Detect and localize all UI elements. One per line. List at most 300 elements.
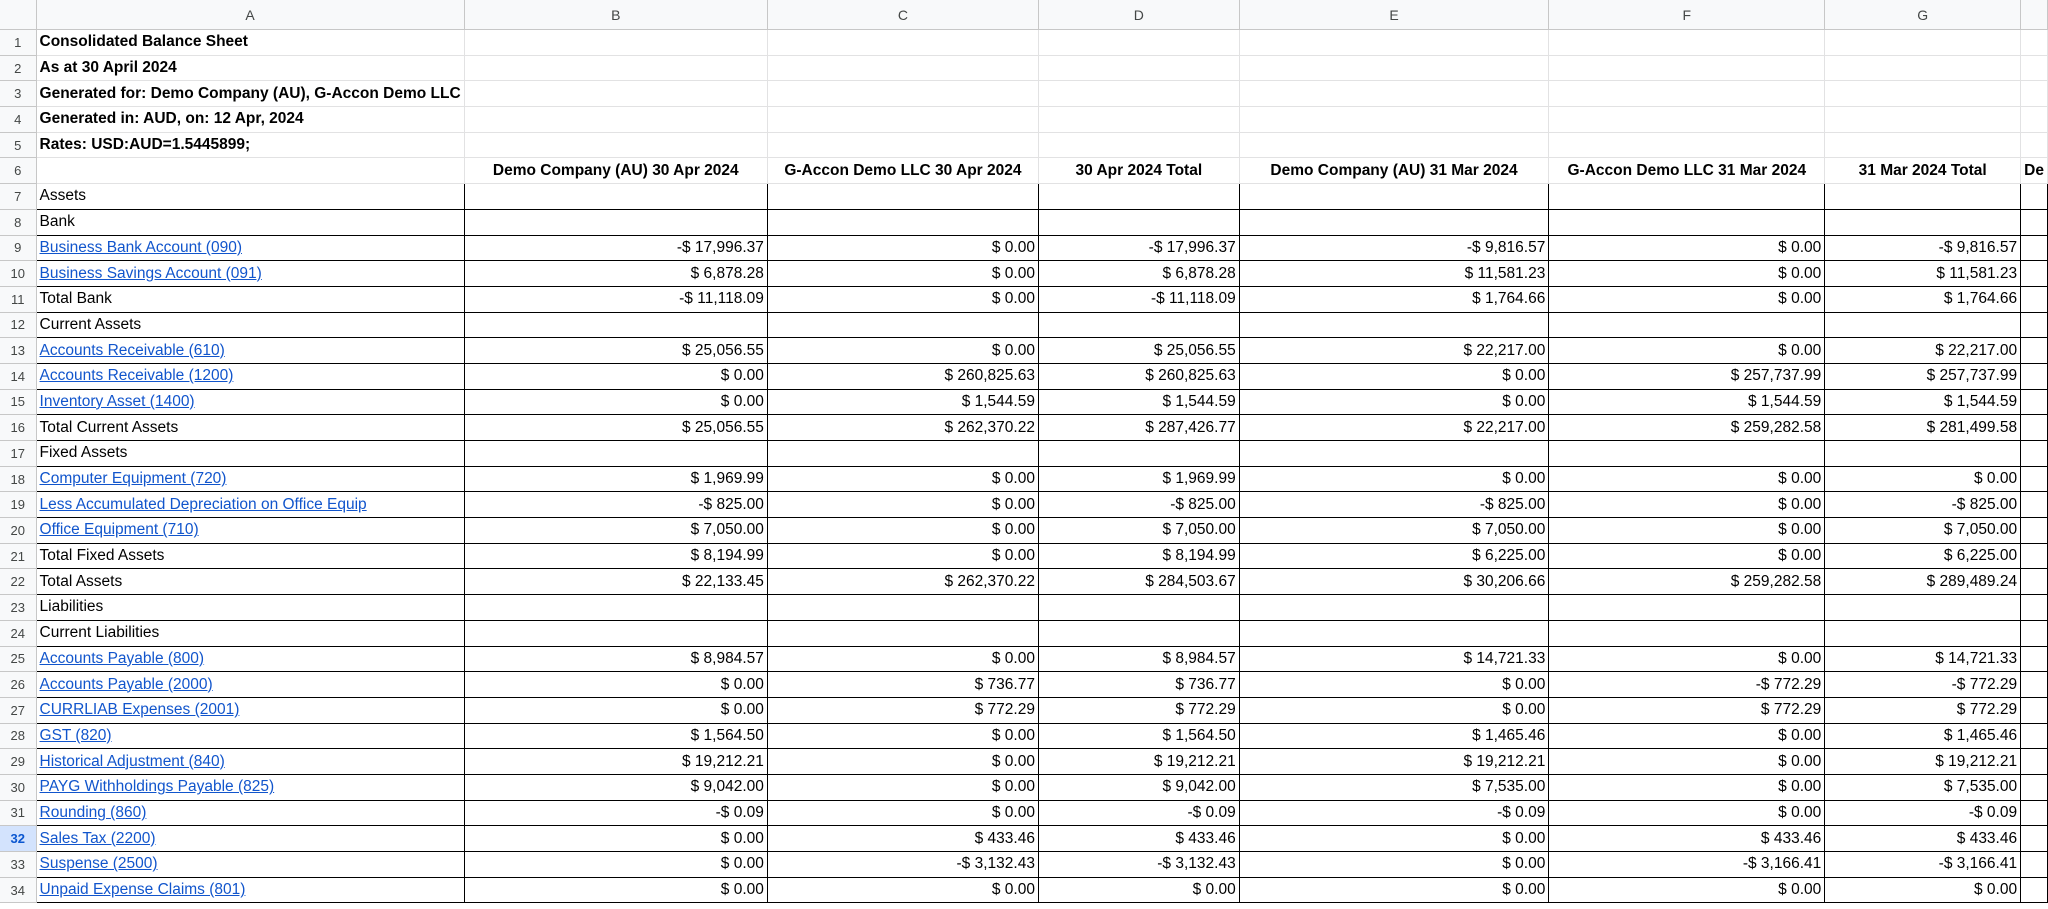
amount-cell-c[interactable]: $ 0.00 [767,338,1038,364]
empty-cell[interactable] [2021,800,2048,826]
section-label-cell[interactable]: Bank [36,209,464,235]
empty-cell[interactable] [2021,30,2048,56]
row-header-18[interactable]: 18 [0,466,36,492]
amount-cell-g[interactable]: $ 257,737.99 [1825,363,2021,389]
amount-cell-b[interactable]: $ 0.00 [464,697,767,723]
amount-cell-f[interactable]: $ 772.29 [1549,697,1825,723]
row-header-24[interactable]: 24 [0,620,36,646]
row-header-15[interactable]: 15 [0,389,36,415]
amount-cell-b[interactable]: $ 19,212.21 [464,749,767,775]
account-link[interactable]: Business Savings Account (091) [39,264,262,282]
amount-cell-c[interactable]: $ 262,370.22 [767,415,1038,441]
amount-cell-d[interactable]: $ 1,969.99 [1038,466,1239,492]
amount-cell-d[interactable]: $ 736.77 [1038,672,1239,698]
amount-cell-d[interactable]: -$ 17,996.37 [1038,235,1239,261]
amount-cell-b[interactable]: $ 0.00 [464,363,767,389]
empty-cell[interactable] [1825,107,2021,133]
empty-cell[interactable] [2021,312,2048,338]
empty-cell[interactable] [1038,55,1239,81]
amount-cell-e[interactable]: -$ 9,816.57 [1239,235,1549,261]
empty-cell[interactable] [767,132,1038,158]
empty-cell[interactable] [2021,697,2048,723]
account-link[interactable]: Rounding (860) [39,803,147,821]
report-title-cell[interactable]: Consolidated Balance Sheet [36,30,464,56]
amount-cell-b[interactable]: $ 0.00 [464,877,767,903]
column-title-d[interactable]: 30 Apr 2024 Total [1038,158,1239,184]
account-link[interactable]: Historical Adjustment (840) [39,752,225,770]
amount-cell-d[interactable]: $ 8,194.99 [1038,543,1239,569]
account-label-cell[interactable] [36,363,464,389]
row-header-33[interactable]: 33 [0,852,36,878]
account-label-cell[interactable] [36,466,464,492]
empty-cell[interactable] [1825,30,2021,56]
empty-cell[interactable] [464,184,767,210]
column-title-b[interactable]: Demo Company (AU) 30 Apr 2024 [464,158,767,184]
amount-cell-d[interactable]: $ 287,426.77 [1038,415,1239,441]
empty-cell[interactable] [767,55,1038,81]
empty-cell[interactable] [2021,466,2048,492]
amount-cell-d[interactable]: -$ 11,118.09 [1038,286,1239,312]
amount-cell-g[interactable]: $ 0.00 [1825,466,2021,492]
empty-cell[interactable] [1239,184,1549,210]
empty-cell[interactable] [2021,389,2048,415]
row-header-17[interactable]: 17 [0,441,36,467]
empty-cell[interactable] [1549,312,1825,338]
empty-cell[interactable] [464,132,767,158]
row-header-16[interactable]: 16 [0,415,36,441]
amount-cell-e[interactable]: $ 0.00 [1239,363,1549,389]
column-header-a[interactable]: A [36,0,464,30]
account-link[interactable]: Accounts Receivable (1200) [39,367,234,385]
empty-cell[interactable] [1549,30,1825,56]
amount-cell-d[interactable]: $ 0.00 [1038,877,1239,903]
account-link[interactable]: Less Accumulated Depreciation on Office Equip [39,495,367,513]
section-label-cell[interactable]: Fixed Assets [36,441,464,467]
empty-cell[interactable] [767,312,1038,338]
report-title-cell[interactable]: Rates: USD:AUD=1.5445899; [36,132,464,158]
amount-cell-e[interactable]: $ 7,535.00 [1239,774,1549,800]
empty-cell[interactable] [1239,209,1549,235]
amount-cell-e[interactable]: $ 0.00 [1239,697,1549,723]
row-header-22[interactable]: 22 [0,569,36,595]
amount-cell-e[interactable]: $ 11,581.23 [1239,261,1549,287]
report-title-cell[interactable]: Generated in: AUD, on: 12 Apr, 2024 [36,107,464,133]
amount-cell-g[interactable]: -$ 772.29 [1825,672,2021,698]
column-header-e[interactable]: E [1239,0,1549,30]
empty-cell[interactable] [2021,620,2048,646]
empty-cell[interactable] [1549,441,1825,467]
amount-cell-f[interactable]: $ 0.00 [1549,723,1825,749]
account-label-cell[interactable] [36,518,464,544]
amount-cell-d[interactable]: $ 260,825.63 [1038,363,1239,389]
amount-cell-d[interactable]: $ 9,042.00 [1038,774,1239,800]
empty-cell[interactable] [2021,877,2048,903]
row-header-23[interactable]: 23 [0,595,36,621]
empty-cell[interactable] [1038,184,1239,210]
empty-cell[interactable] [1549,107,1825,133]
account-label-cell[interactable]: Total Assets [36,569,464,595]
empty-cell[interactable] [1239,30,1549,56]
empty-cell[interactable] [2021,852,2048,878]
row-header-20[interactable]: 20 [0,518,36,544]
account-link[interactable]: Suspense (2500) [39,855,158,873]
account-label-cell[interactable]: Total Fixed Assets [36,543,464,569]
amount-cell-g[interactable]: $ 772.29 [1825,697,2021,723]
amount-cell-f[interactable]: $ 0.00 [1549,646,1825,672]
empty-cell[interactable] [2021,55,2048,81]
amount-cell-f[interactable]: $ 0.00 [1549,286,1825,312]
empty-cell[interactable] [2021,441,2048,467]
amount-cell-d[interactable]: $ 772.29 [1038,697,1239,723]
amount-cell-d[interactable]: -$ 3,132.43 [1038,852,1239,878]
section-label-cell[interactable]: Current Assets [36,312,464,338]
empty-cell[interactable] [464,107,767,133]
account-link[interactable]: Unpaid Expense Claims (801) [39,881,246,899]
empty-cell[interactable] [1549,595,1825,621]
account-label-cell[interactable] [36,389,464,415]
empty-cell[interactable] [2021,543,2048,569]
column-title-h[interactable]: De [2021,158,2048,184]
amount-cell-b[interactable]: -$ 17,996.37 [464,235,767,261]
account-label-cell[interactable] [36,492,464,518]
amount-cell-g[interactable]: $ 11,581.23 [1825,261,2021,287]
amount-cell-g[interactable]: -$ 3,166.41 [1825,852,2021,878]
amount-cell-b[interactable]: $ 7,050.00 [464,518,767,544]
amount-cell-b[interactable]: $ 9,042.00 [464,774,767,800]
amount-cell-e[interactable]: $ 14,721.33 [1239,646,1549,672]
amount-cell-f[interactable]: $ 0.00 [1549,877,1825,903]
amount-cell-c[interactable]: $ 0.00 [767,723,1038,749]
empty-cell[interactable] [767,107,1038,133]
column-header-b[interactable]: B [464,0,767,30]
amount-cell-e[interactable]: $ 0.00 [1239,852,1549,878]
row-header-27[interactable]: 27 [0,697,36,723]
account-label-cell[interactable] [36,261,464,287]
empty-cell[interactable] [1825,620,2021,646]
amount-cell-c[interactable]: $ 772.29 [767,697,1038,723]
row-header-29[interactable]: 29 [0,749,36,775]
empty-cell[interactable] [2021,338,2048,364]
section-label-cell[interactable]: Liabilities [36,595,464,621]
amount-cell-e[interactable]: $ 0.00 [1239,877,1549,903]
empty-cell[interactable] [1549,620,1825,646]
empty-cell[interactable] [1038,132,1239,158]
amount-cell-d[interactable]: -$ 0.09 [1038,800,1239,826]
amount-cell-g[interactable]: $ 0.00 [1825,877,2021,903]
row-header-8[interactable]: 8 [0,209,36,235]
column-header-c[interactable]: C [767,0,1038,30]
empty-cell[interactable] [1825,55,2021,81]
row-header-14[interactable]: 14 [0,363,36,389]
amount-cell-d[interactable]: $ 7,050.00 [1038,518,1239,544]
amount-cell-f[interactable]: $ 1,544.59 [1549,389,1825,415]
empty-cell[interactable] [2021,672,2048,698]
amount-cell-g[interactable]: $ 1,544.59 [1825,389,2021,415]
empty-cell[interactable] [2021,595,2048,621]
empty-cell[interactable] [1549,209,1825,235]
row-header-1[interactable]: 1 [0,30,36,56]
empty-cell[interactable] [1239,81,1549,107]
amount-cell-d[interactable]: $ 433.46 [1038,826,1239,852]
empty-cell[interactable] [1038,620,1239,646]
empty-cell[interactable] [2021,107,2048,133]
report-title-cell[interactable]: As at 30 April 2024 [36,55,464,81]
account-label-cell[interactable] [36,800,464,826]
amount-cell-e[interactable]: -$ 0.09 [1239,800,1549,826]
account-label-cell[interactable] [36,338,464,364]
empty-cell[interactable] [1038,30,1239,56]
account-link[interactable]: CURRLIAB Expenses (2001) [39,701,240,719]
account-label-cell[interactable] [36,877,464,903]
amount-cell-c[interactable]: $ 0.00 [767,466,1038,492]
amount-cell-c[interactable]: $ 262,370.22 [767,569,1038,595]
account-label-cell[interactable] [36,826,464,852]
amount-cell-e[interactable]: $ 7,050.00 [1239,518,1549,544]
account-link[interactable]: Accounts Receivable (610) [39,341,225,359]
amount-cell-d[interactable]: $ 1,544.59 [1038,389,1239,415]
empty-cell[interactable] [464,595,767,621]
amount-cell-c[interactable]: $ 260,825.63 [767,363,1038,389]
empty-cell[interactable] [1825,132,2021,158]
empty-cell[interactable] [1825,209,2021,235]
row-header-6[interactable]: 6 [0,158,36,184]
empty-cell[interactable] [767,30,1038,56]
empty-cell[interactable] [1549,81,1825,107]
column-title-c[interactable]: G-Accon Demo LLC 30 Apr 2024 [767,158,1038,184]
row-header-2[interactable]: 2 [0,55,36,81]
empty-cell[interactable] [2021,826,2048,852]
amount-cell-f[interactable]: $ 0.00 [1549,749,1825,775]
empty-cell[interactable] [2021,415,2048,441]
amount-cell-b[interactable]: $ 6,878.28 [464,261,767,287]
column-header-d[interactable]: D [1038,0,1239,30]
amount-cell-d[interactable]: $ 8,984.57 [1038,646,1239,672]
amount-cell-c[interactable]: $ 0.00 [767,518,1038,544]
empty-cell[interactable] [464,312,767,338]
account-link[interactable]: Computer Equipment (720) [39,470,227,488]
amount-cell-c[interactable]: -$ 3,132.43 [767,852,1038,878]
amount-cell-e[interactable]: $ 1,764.66 [1239,286,1549,312]
empty-cell[interactable] [464,620,767,646]
amount-cell-c[interactable]: $ 0.00 [767,646,1038,672]
amount-cell-c[interactable]: $ 0.00 [767,286,1038,312]
empty-cell[interactable] [2021,261,2048,287]
account-link[interactable]: PAYG Withholdings Payable (825) [39,778,275,796]
empty-cell[interactable] [1549,184,1825,210]
amount-cell-c[interactable]: $ 0.00 [767,749,1038,775]
empty-cell[interactable] [464,55,767,81]
amount-cell-f[interactable]: $ 0.00 [1549,543,1825,569]
amount-cell-g[interactable]: $ 1,764.66 [1825,286,2021,312]
amount-cell-f[interactable]: $ 259,282.58 [1549,415,1825,441]
empty-cell[interactable] [1038,441,1239,467]
amount-cell-g[interactable]: $ 7,535.00 [1825,774,2021,800]
amount-cell-e[interactable]: $ 0.00 [1239,389,1549,415]
empty-cell[interactable] [767,595,1038,621]
section-label-cell[interactable]: Current Liabilities [36,620,464,646]
account-link[interactable]: Sales Tax (2200) [39,829,156,847]
amount-cell-b[interactable]: -$ 825.00 [464,492,767,518]
amount-cell-g[interactable]: $ 289,489.24 [1825,569,2021,595]
amount-cell-b[interactable]: $ 8,194.99 [464,543,767,569]
empty-cell[interactable] [1549,132,1825,158]
account-label-cell[interactable] [36,672,464,698]
empty-cell[interactable] [36,158,464,184]
row-header-31[interactable]: 31 [0,800,36,826]
amount-cell-g[interactable]: $ 6,225.00 [1825,543,2021,569]
amount-cell-e[interactable]: $ 1,465.46 [1239,723,1549,749]
amount-cell-c[interactable]: $ 0.00 [767,261,1038,287]
column-header-h[interactable] [2021,0,2048,30]
amount-cell-e[interactable]: $ 19,212.21 [1239,749,1549,775]
empty-cell[interactable] [2021,723,2048,749]
amount-cell-e[interactable]: $ 6,225.00 [1239,543,1549,569]
empty-cell[interactable] [2021,209,2048,235]
account-link[interactable]: Office Equipment (710) [39,521,199,539]
empty-cell[interactable] [2021,132,2048,158]
account-label-cell[interactable] [36,723,464,749]
account-link[interactable]: Business Bank Account (090) [39,238,242,256]
row-header-12[interactable]: 12 [0,312,36,338]
empty-cell[interactable] [2021,286,2048,312]
account-label-cell[interactable] [36,774,464,800]
amount-cell-b[interactable]: $ 1,969.99 [464,466,767,492]
empty-cell[interactable] [767,620,1038,646]
amount-cell-b[interactable]: $ 22,133.45 [464,569,767,595]
amount-cell-e[interactable]: $ 22,217.00 [1239,415,1549,441]
amount-cell-b[interactable]: $ 1,564.50 [464,723,767,749]
amount-cell-d[interactable]: $ 284,503.67 [1038,569,1239,595]
empty-cell[interactable] [767,184,1038,210]
amount-cell-c[interactable]: $ 0.00 [767,877,1038,903]
empty-cell[interactable] [1239,595,1549,621]
amount-cell-f[interactable]: $ 0.00 [1549,235,1825,261]
account-link[interactable]: Accounts Payable (2000) [39,675,213,693]
row-header-5[interactable]: 5 [0,132,36,158]
amount-cell-b[interactable]: $ 0.00 [464,826,767,852]
amount-cell-g[interactable]: $ 281,499.58 [1825,415,2021,441]
row-header-13[interactable]: 13 [0,338,36,364]
row-header-21[interactable]: 21 [0,543,36,569]
empty-cell[interactable] [767,209,1038,235]
empty-cell[interactable] [1038,107,1239,133]
amount-cell-c[interactable]: $ 736.77 [767,672,1038,698]
amount-cell-b[interactable]: -$ 11,118.09 [464,286,767,312]
amount-cell-f[interactable]: $ 0.00 [1549,338,1825,364]
section-label-cell[interactable]: Assets [36,184,464,210]
account-label-cell[interactable]: Total Current Assets [36,415,464,441]
row-header-32[interactable]: 32 [0,826,36,852]
column-header-f[interactable]: F [1549,0,1825,30]
amount-cell-b[interactable]: -$ 0.09 [464,800,767,826]
column-title-g[interactable]: 31 Mar 2024 Total [1825,158,2021,184]
amount-cell-f[interactable]: $ 433.46 [1549,826,1825,852]
amount-cell-d[interactable]: $ 6,878.28 [1038,261,1239,287]
amount-cell-f[interactable]: $ 0.00 [1549,800,1825,826]
amount-cell-g[interactable]: $ 7,050.00 [1825,518,2021,544]
amount-cell-g[interactable]: $ 1,465.46 [1825,723,2021,749]
column-title-e[interactable]: Demo Company (AU) 31 Mar 2024 [1239,158,1549,184]
amount-cell-g[interactable]: $ 22,217.00 [1825,338,2021,364]
account-label-cell[interactable]: Total Bank [36,286,464,312]
row-header-10[interactable]: 10 [0,261,36,287]
empty-cell[interactable] [1038,595,1239,621]
empty-cell[interactable] [1825,595,2021,621]
amount-cell-b[interactable]: $ 0.00 [464,389,767,415]
amount-cell-f[interactable]: $ 257,737.99 [1549,363,1825,389]
account-label-cell[interactable] [36,697,464,723]
empty-cell[interactable] [464,81,767,107]
amount-cell-d[interactable]: -$ 825.00 [1038,492,1239,518]
amount-cell-e[interactable]: $ 0.00 [1239,826,1549,852]
amount-cell-e[interactable]: $ 30,206.66 [1239,569,1549,595]
account-label-cell[interactable] [36,235,464,261]
column-title-f[interactable]: G-Accon Demo LLC 31 Mar 2024 [1549,158,1825,184]
row-header-4[interactable]: 4 [0,107,36,133]
empty-cell[interactable] [1038,312,1239,338]
empty-cell[interactable] [1239,441,1549,467]
empty-cell[interactable] [767,441,1038,467]
empty-cell[interactable] [1825,441,2021,467]
row-header-26[interactable]: 26 [0,672,36,698]
empty-cell[interactable] [1825,184,2021,210]
amount-cell-b[interactable]: $ 8,984.57 [464,646,767,672]
account-label-cell[interactable] [36,749,464,775]
empty-cell[interactable] [2021,774,2048,800]
amount-cell-g[interactable]: $ 433.46 [1825,826,2021,852]
empty-cell[interactable] [1038,81,1239,107]
amount-cell-b[interactable]: $ 0.00 [464,672,767,698]
empty-cell[interactable] [767,81,1038,107]
amount-cell-g[interactable]: -$ 0.09 [1825,800,2021,826]
amount-cell-c[interactable]: $ 0.00 [767,543,1038,569]
empty-cell[interactable] [2021,749,2048,775]
account-label-cell[interactable] [36,646,464,672]
amount-cell-b[interactable]: $ 0.00 [464,852,767,878]
amount-cell-c[interactable]: $ 0.00 [767,774,1038,800]
empty-cell[interactable] [1038,209,1239,235]
row-header-34[interactable]: 34 [0,877,36,903]
select-all-corner[interactable] [0,0,36,30]
empty-cell[interactable] [1239,107,1549,133]
amount-cell-b[interactable]: $ 25,056.55 [464,415,767,441]
amount-cell-c[interactable]: $ 0.00 [767,492,1038,518]
empty-cell[interactable] [464,209,767,235]
amount-cell-d[interactable]: $ 25,056.55 [1038,338,1239,364]
empty-cell[interactable] [2021,569,2048,595]
amount-cell-c[interactable]: $ 1,544.59 [767,389,1038,415]
amount-cell-c[interactable]: $ 0.00 [767,235,1038,261]
account-label-cell[interactable] [36,852,464,878]
empty-cell[interactable] [1239,55,1549,81]
amount-cell-f[interactable]: $ 0.00 [1549,466,1825,492]
account-link[interactable]: Inventory Asset (1400) [39,392,195,410]
amount-cell-g[interactable]: $ 19,212.21 [1825,749,2021,775]
amount-cell-e[interactable]: $ 0.00 [1239,672,1549,698]
empty-cell[interactable] [1825,312,2021,338]
account-link[interactable]: GST (820) [39,726,112,744]
empty-cell[interactable] [1239,620,1549,646]
amount-cell-e[interactable]: $ 22,217.00 [1239,338,1549,364]
row-header-28[interactable]: 28 [0,723,36,749]
empty-cell[interactable] [2021,81,2048,107]
row-header-25[interactable]: 25 [0,646,36,672]
empty-cell[interactable] [1825,81,2021,107]
amount-cell-f[interactable]: $ 0.00 [1549,518,1825,544]
empty-cell[interactable] [1239,132,1549,158]
row-header-19[interactable]: 19 [0,492,36,518]
empty-cell[interactable] [2021,235,2048,261]
